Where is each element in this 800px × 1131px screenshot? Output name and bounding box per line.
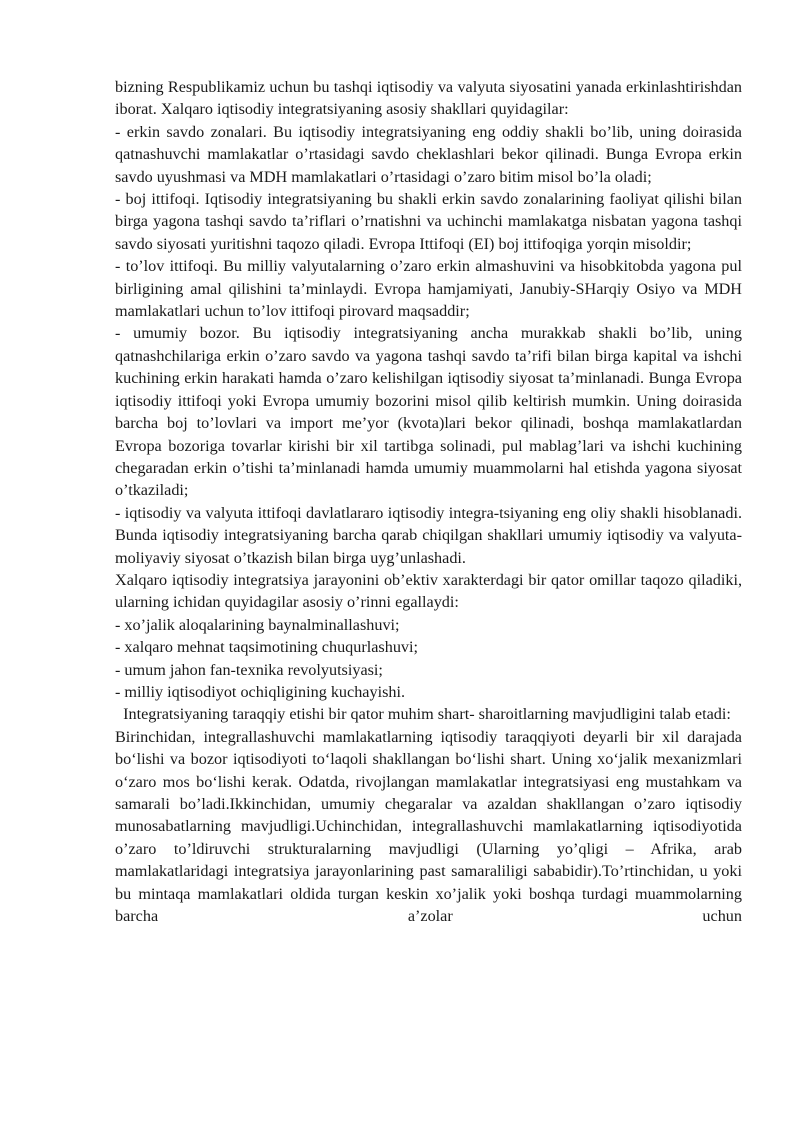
list-item-factor-2: - xalqaro mehnat taqsimotining chuqurlashuvi;: [115, 638, 419, 657]
list-item-common-market: - umumiy bozor. Bu iqtisodiy integratsiyaning ancha murakkab shakli bo’lib, uning qatnashchilariga erkin o’zaro savdo va yagona tashqi savdo ta’rifi bilan birga kapital va ishchi kuchining erkin harakati hamda o’zaro kelishilgan iqtisodiy siyosat ta’minlanadi. Bunga Evropa iqtisodiy ittifoqi yoki Evropa umumiy bozorini misol qilib keltirish mumkin. Uning doirasida barcha boj to’lovlari va import me’yor (kvota)lari bekor qilinadi, boshqa mamlakatlardan Evropa bozoriga tovarlar kirishi bir xil tartibga solinadi, pul mablag’lari va ishchi kuchining chegaradan erkin o’tishi ta’minlanadi hamda umumiy muammolarni hal etishda yagona siyosat o’tkaziladi;: [115, 324, 742, 500]
list-item-customs-union: - boj ittifoqi. Iqtisodiy integratsiyaning bu shakli erkin savdo zonalarining faoliyat qilishi bilan birga yagona tashqi savdo ta’riflari o’rnatishni va uchinchi mamlakatga nisbatan yagona tashqi savdo siyosati yuritishni taqozo qiladi. Evropa Ittifoqi (EI) boj ittifoqiga yorqin misoldir;: [115, 190, 742, 253]
paragraph-conditions-intro: Integratsiyaning taraqqiy etishi bir qator muhim shart- sharoitlarning mavjudligini talab etadi:: [115, 705, 731, 724]
list-item-economic-monetary-union: - iqtisodiy va valyuta ittifoqi davlatlararo iqtisodiy integra-tsiyaning eng oliy shakli hisoblanadi. Bunda iqtisodiy integratsiyaning barcha qarab chiqilgan shakllari umumiy iqtisodiy va valyuta-moliyaviy siyosat o’tkazish bilan birga uyg’unlashadi.: [115, 503, 742, 567]
document-page: [115, 76, 742, 927]
list-item-payment-union: - to’lov ittifoqi. Bu milliy valyutalarning o’zaro erkin almashuvini va hisobkitobda yagona pul birligining amal qilishini ta’minlaydi. Evropa hamjamiyati, Janubiy-SHarqiy Osiyo va MDH mamlakatlari uchun to’lov ittifoqi pirovard maqsaddir;: [115, 257, 742, 321]
list-item-factor-1: - xo’jalik aloqalarining baynalminallashuvi;: [115, 615, 400, 634]
list-item-factor-4: - milliy iqtisodiyot ochiqligining kuchayishi.: [115, 682, 406, 701]
list-item-factor-3: - umum jahon fan-texnika revolyutsiyasi;: [115, 660, 383, 679]
paragraph-conditions: Birinchidan, integrallashuvchi mamlakatlarning iqtisodiy taraqqiyoti deyarli bir xil darajada bo‘lishi va bozor iqtisodiyoti to‘laqoli shakllangan bo‘lishi shart. Uning xo‘jalik mexanizmlari o‘zaro mos bo‘lishi kerak. Odatda, rivojlangan mamlakatlar integratsiyasi eng mustahkam va samarali bo’ladi.Ikkinchidan, umumiy chegaralar va azaldan shakllangan o’zaro iqtisodiy munosabatlarning mavjudligi.Uchinchidan, integrallashuvchi mamlakatlarning iqtisodiyotida o’zaro to’ldiruvchi strukturalarning mavjudligi (Ularning yo’qligi – Afrika, arab mamlakatlaridagi integratsiya jarayonlarining past samaraliligi sababidir).To’rtinchidan, u yoki bu mintaqa mamlakatlari oldida turgan keskin xo’jalik yoki boshqa turdagi muammolarning barcha a’zolar uchun: [115, 727, 742, 926]
paragraph-factors-intro: Xalqaro iqtisodiy integratsiya jarayonini ob’ektiv xarakterdagi bir qator omillar taqozo qiladiki, ularning ichidan quyidagilar asosiy o’rinni egallaydi:: [115, 570, 742, 612]
list-item-free-trade-zones: - erkin savdo zonalari. Bu iqtisodiy integratsiyaning eng oddiy shakli bo’lib, uning doirasida qatnashuvchi mamlakatlar o’rtasidagi savdo cheklashlari bekor qilinadi. Bunga Evropa erkin savdo uyushmasi va MDH mamlakatlari o’rtasidagi o’zaro bitim misol bo’la oladi;: [115, 122, 742, 186]
paragraph-intro: bizning Respublikamiz uchun bu tashqi iqtisodiy va valyuta siyosatini yanada erkinlashtirishdan iborat. Xalqaro iqtisodiy integratsiyaning asosiy shakllari quyidagilar:: [115, 78, 742, 119]
